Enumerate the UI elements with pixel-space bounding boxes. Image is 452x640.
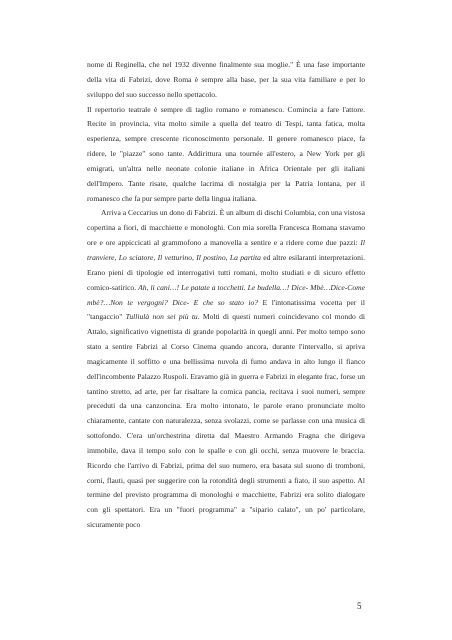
page-number: 5 <box>357 601 362 611</box>
paragraph-text: nome di Reginella, che nel 1932 divenne finalmente sua moglie." È una fase importante della vita di Fabrizi, dove Roma è sempre alla base, per la sua vita familiare e per lo sviluppo del suo successo nello spettacolo. <box>87 60 365 99</box>
paragraph-text: Il repertorio teatrale è sempre di taglio romano e romanesco. Comincia a fare l'attore. Recite in provincia, vita molto simile a quella del teatro di Tespi, tanta fatica, molta esperienza, sempre crescente riconoscimento personale. Il genere romanesco piace, fa ridere, le "piazze" sono tante. Addirittura una tournée all'estero, a New York per gli emigrati, un'altra nelle neonate colonie italiane in Africa Orientale per gli italiani dell'Impero. Tante risate, qualche lacrima di nostalgia per la Patria lontana, per il romanesco che fa pur sempre parte della lingua italiana. <box>87 104 365 203</box>
paragraph <box>87 103 365 207</box>
paragraph-text: ed altre esilaranti interpretazioni. Erano pieni di tipologie ed interrogativi tutti romani, molto studiati e di sicuro effetto comico-satirico. <box>87 252 365 292</box>
paragraph <box>87 206 365 533</box>
italic-text: Ah, li cani…! Le patate a tocchetti. Le budella…! Dice- Mbè…Dice-Come mbè?…Non te vergogni? Dice- E che so stato io? <box>87 282 365 307</box>
paragraph <box>87 58 365 103</box>
paragraph-text: Molti di questi numeri coincidevano col mondo di Attalo, significativo vignettista di grande popolarità in quegli anni. Per molto tempo sono stato a sentire Fabrizi al Corso Cinema quando ancora, durante l'intervallo, si apriva magicamente il soffitto e una bellissima nuvola di fumo andava in alto lungo il fianco dell'incombente Palazzo Ruspoli. Eravamo già in guerra e Fabrizi in elegante frac, forse un tantino stretto, ad arte, per far risaltare la comica pancia, recitava i suoi numeri, sempre preceduti da una canzoncina. Era molto intonato, le parole erano pronunciate molto chiaramente, cantate con naturalezza, senza svolazzi, come se parlasse con una musica di sottofondo. C'era un'orchestrina diretta dal Maestro Armando Fragna che dirigeva immobile, dava il tempo solo con le spalle e con gli occhi, senza muovere le braccia. Ricordo che l'arrivo di Fabrizi, prima del suo numero, era basata sul suono di tromboni, corni, flauti, quasi per suggerire con la rotondità degli strumenti a fiato, il suo aspetto. Al termine del previsto programma di monologhi e macchiette, Fabrizi era solito dialogare con gli spettatori. Era un "fuori programma" a "sipario calato", un po' particolare, sicuramente poco <box>87 312 366 530</box>
body-text <box>87 58 365 533</box>
italic-text: Tulliulà non sei più tu. <box>125 312 200 322</box>
paragraph-text: Arriva a Ceccarius un dono di Fabrizi. È un album di dischi Columbia, con una vistosa copertina a fiori, di macchiette e monologhi. Con mia sorella Francesca Romana stavamo ore e ore appiccicati al grammofono a manovella a sentire e a ridere come due pazzi: <box>87 208 365 248</box>
paragraph-text: E l'intonatissima vocetta per il "tangaccio" <box>87 297 365 322</box>
italic-text: Il tranviere, Lo sciatore, Il vetturino, Il postino, La partita <box>87 238 365 262</box>
